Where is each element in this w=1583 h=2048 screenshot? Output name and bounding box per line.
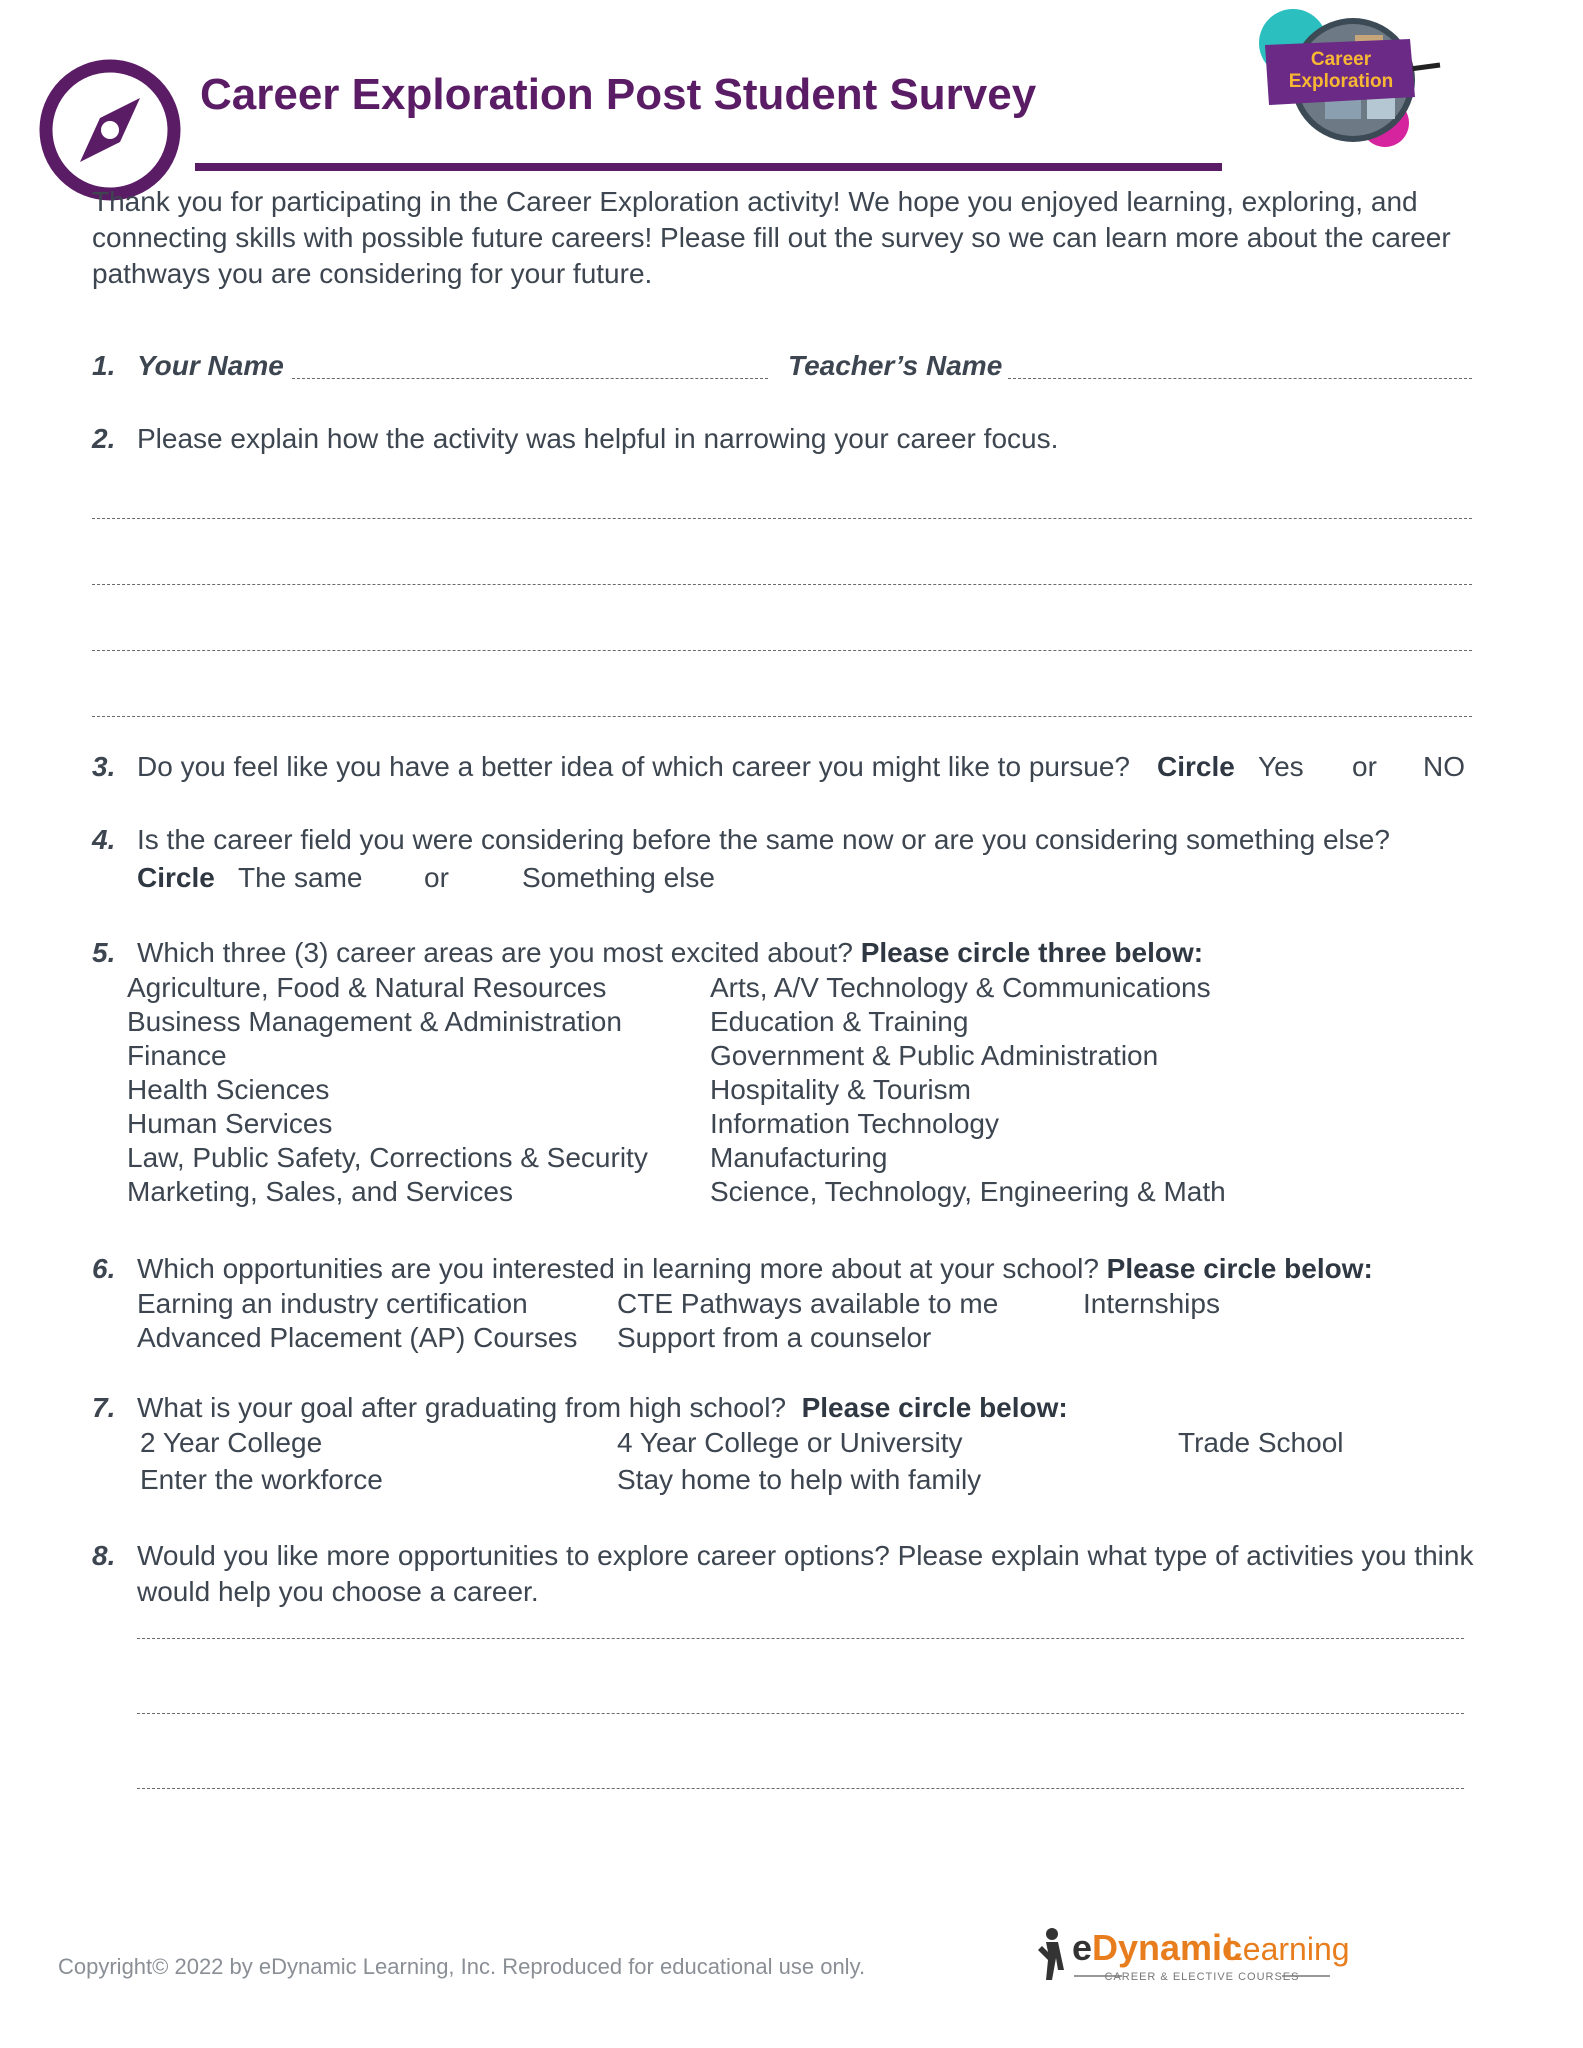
question-8-text: Would you like more opportunities to explore career options? Please explain what type of activities you think <box>137 1540 1474 1571</box>
list-item[interactable]: Law, Public Safety, Corrections & Security <box>127 1142 648 1173</box>
option-item[interactable]: Support from a counselor <box>617 1322 932 1353</box>
question-number: 2. <box>92 423 116 454</box>
brand-e: e <box>1072 1927 1093 1968</box>
question-6-prompt: Which opportunities are you interested in learning more about at your school? <box>137 1253 1099 1284</box>
list-item[interactable]: Human Services <box>127 1108 333 1139</box>
option-item[interactable]: Enter the workforce <box>140 1464 383 1495</box>
page-title: Career Exploration Post Student Survey <box>200 70 1037 119</box>
question-7-prompt: What is your goal after graduating from high school? <box>137 1392 787 1423</box>
your-name-label: Your Name <box>137 350 284 381</box>
list-item[interactable]: Manufacturing <box>710 1142 888 1173</box>
circle-instruction: Circle <box>1157 751 1235 782</box>
answer-line[interactable] <box>137 1788 1464 1789</box>
answer-line[interactable] <box>92 518 1472 519</box>
career-areas-left <box>127 971 648 1209</box>
answer-line[interactable] <box>92 584 1472 585</box>
question-6-text <box>137 1251 1373 1287</box>
title-underline <box>195 163 1222 171</box>
option-something-else[interactable]: Something else <box>522 862 716 893</box>
option-yes[interactable]: Yes <box>1258 751 1304 782</box>
option-item[interactable]: Advanced Placement (AP) Courses <box>137 1322 578 1353</box>
career-areas-right <box>710 971 1226 1209</box>
question-7-instruction: Please circle below: <box>801 1392 1068 1423</box>
question-number: 6. <box>92 1253 116 1284</box>
logo-text-career: Career <box>1310 49 1372 70</box>
answer-line[interactable] <box>92 716 1472 717</box>
question-number: 1. <box>92 350 116 381</box>
question-number: 5. <box>92 937 116 968</box>
brand-dynamic: Dynamic <box>1092 1927 1243 1968</box>
edynamic-learning-logo <box>1030 1920 1350 2000</box>
list-item[interactable]: Government & Public Administration <box>710 1040 1159 1071</box>
question-3-text: Do you feel like you have a better idea of which career you might like to pursue? <box>137 751 1131 782</box>
question-number: 8. <box>92 1540 116 1571</box>
answer-line[interactable] <box>137 1713 1464 1714</box>
list-item[interactable]: Health Sciences <box>127 1074 330 1105</box>
list-item[interactable]: Business Management & Administration <box>127 1006 622 1037</box>
question-5-prompt: Which three (3) career areas are you most excited about? <box>137 937 853 968</box>
or-text: or <box>1352 751 1377 782</box>
option-item[interactable]: Earning an industry certification <box>137 1288 528 1319</box>
list-item[interactable]: Science, Technology, Engineering & Math <box>710 1176 1226 1207</box>
teacher-name-field[interactable] <box>1008 378 1472 379</box>
list-item[interactable]: Arts, A/V Technology & Communications <box>710 972 1211 1003</box>
option-item[interactable]: 2 Year College <box>140 1427 323 1458</box>
teacher-name-label: Teacher’s Name <box>788 350 1003 381</box>
intro-paragraph: Thank you for participating in the Career Exploration activity! We hope you enjoyed learning, exploring, and connecting skills with possible future careers! Please fill out the survey so we can learn more about the career pathways you are considering for your future. <box>92 186 1451 289</box>
compass-icon <box>36 56 184 204</box>
list-item[interactable]: Finance <box>127 1040 227 1071</box>
question-5-text <box>137 935 1203 971</box>
question-7-text <box>137 1390 1068 1426</box>
question-number: 4. <box>92 824 116 855</box>
copyright-text: Copyright© 2022 by eDynamic Learning, Inc. Reproduced for educational use only. <box>58 1954 866 1979</box>
career-exploration-logo <box>1245 5 1445 155</box>
question-8-text-cont: would help you choose a career. <box>137 1576 539 1607</box>
list-item[interactable]: Hospitality & Tourism <box>710 1074 971 1105</box>
question-2-text: Please explain how the activity was helpful in narrowing your career focus. <box>137 423 1059 454</box>
logo-text-exploration: Exploration <box>1288 71 1394 92</box>
your-name-field[interactable] <box>292 378 768 379</box>
question-5-instruction: Please circle three below: <box>860 937 1204 968</box>
option-item[interactable]: 4 Year College or University <box>617 1427 963 1458</box>
list-item[interactable]: Marketing, Sales, and Services <box>127 1176 513 1207</box>
answer-line[interactable] <box>137 1638 1464 1639</box>
option-item[interactable]: Internships <box>1083 1288 1220 1319</box>
question-number: 7. <box>92 1392 116 1423</box>
circle-instruction: Circle <box>137 862 215 893</box>
option-no[interactable]: NO <box>1423 751 1465 782</box>
list-item[interactable]: Education & Training <box>710 1006 969 1037</box>
option-item[interactable]: Stay home to help with family <box>617 1464 982 1495</box>
question-number: 3. <box>92 751 116 782</box>
brand-tagline: CAREER & ELECTIVE COURSES <box>1104 1971 1300 1983</box>
question-4-text: Is the career field you were considering before the same now or are you considering something else? <box>137 824 1390 855</box>
option-item[interactable]: CTE Pathways available to me <box>617 1288 999 1319</box>
list-item[interactable]: Information Technology <box>710 1108 999 1139</box>
question-6-instruction: Please circle below: <box>1106 1253 1373 1284</box>
brand-learning: Learning <box>1225 1931 1350 1967</box>
answer-line[interactable] <box>92 650 1472 651</box>
option-the-same[interactable]: The same <box>238 862 363 893</box>
or-text: or <box>424 862 449 893</box>
question-1 <box>92 348 115 384</box>
option-item[interactable]: Trade School <box>1178 1427 1344 1458</box>
list-item[interactable]: Agriculture, Food & Natural Resources <box>127 972 607 1003</box>
